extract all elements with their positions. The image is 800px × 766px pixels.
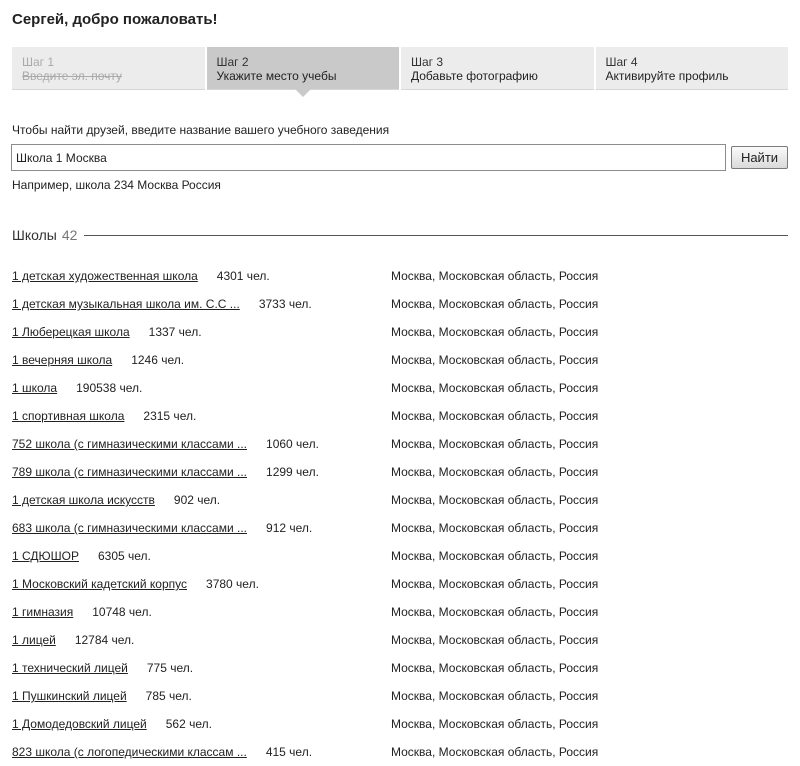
school-member-count: 415 чел. xyxy=(265,745,313,759)
step-4-label: Активируйте профиль xyxy=(605,69,729,83)
school-result-main xyxy=(12,514,312,542)
school-result-main xyxy=(12,654,193,682)
school-result-row xyxy=(12,654,788,682)
school-result-main xyxy=(12,570,259,598)
school-member-count: 1060 чел. xyxy=(266,437,319,451)
school-member-count: 2315 чел. xyxy=(143,409,197,423)
registration-steps xyxy=(12,47,788,90)
step-2[interactable] xyxy=(207,47,400,90)
school-member-count: 3780 чел. xyxy=(206,577,259,591)
school-result-main xyxy=(12,374,142,402)
school-result-main xyxy=(12,290,312,318)
school-result-main xyxy=(12,486,220,514)
school-result-main xyxy=(12,682,192,710)
school-name-link[interactable]: 1 Пушкинский лицей xyxy=(12,689,127,703)
school-member-count: 12784 чел. xyxy=(74,633,135,647)
school-result-main xyxy=(12,710,212,738)
school-location: Москва, Московская область, Россия xyxy=(391,381,599,395)
school-result-row xyxy=(12,346,788,374)
school-name-link[interactable]: 1 технический лицей xyxy=(12,661,128,675)
welcome-heading: Сергей, добро пожаловать! xyxy=(12,11,218,28)
school-result-main xyxy=(12,542,151,570)
school-member-count: 6305 чел. xyxy=(98,549,151,563)
school-name-link[interactable]: 789 школа (с гимназическими классами ... xyxy=(12,465,248,479)
step-3-number: Шаг 3 xyxy=(411,55,444,69)
school-search-input[interactable] xyxy=(11,144,726,171)
school-result-row xyxy=(12,542,788,570)
school-name-link[interactable]: 1 Московский кадетский корпус xyxy=(12,577,188,591)
school-result-row xyxy=(12,682,788,710)
school-result-row xyxy=(12,598,788,626)
school-name-link[interactable]: 823 школа (с логопедическими классам ... xyxy=(12,745,247,759)
school-location: Москва, Московская область, Россия xyxy=(391,549,599,563)
school-location: Москва, Московская область, Россия xyxy=(391,717,599,731)
school-location: Москва, Московская область, Россия xyxy=(391,465,599,479)
school-name-link[interactable]: 1 лицей xyxy=(12,633,56,647)
school-name-link[interactable]: 752 школа (с гимназическими классами ... xyxy=(12,437,248,451)
school-location: Москва, Московская область, Россия xyxy=(391,745,599,759)
school-location: Москва, Московская область, Россия xyxy=(391,633,599,647)
school-result-main xyxy=(12,458,319,486)
school-name-link[interactable]: 1 вечерняя школа xyxy=(12,353,113,367)
school-location: Москва, Московская область, Россия xyxy=(391,689,599,703)
school-location: Москва, Московская область, Россия xyxy=(391,325,599,339)
school-location: Москва, Московская область, Россия xyxy=(391,297,599,311)
school-location: Москва, Московская область, Россия xyxy=(391,269,599,283)
school-name-link[interactable]: 1 спортивная школа xyxy=(12,409,125,423)
school-location: Москва, Московская область, Россия xyxy=(391,521,599,535)
school-location: Москва, Московская область, Россия xyxy=(391,605,599,619)
school-result-main xyxy=(12,738,312,766)
school-result-main xyxy=(12,598,152,626)
school-result-row xyxy=(12,738,788,766)
step-2-label: Укажите место учебы xyxy=(216,69,337,83)
school-result-row xyxy=(12,318,788,346)
school-result-row xyxy=(12,514,788,542)
school-member-count: 3733 чел. xyxy=(258,297,312,311)
school-member-count: 912 чел. xyxy=(266,521,313,535)
school-result-main xyxy=(12,262,270,290)
school-location: Москва, Московская область, Россия xyxy=(391,353,599,367)
school-result-row xyxy=(12,486,788,514)
results-divider xyxy=(84,235,788,236)
school-member-count: 1337 чел. xyxy=(148,325,202,339)
step-3[interactable] xyxy=(401,47,594,90)
school-member-count: 785 чел. xyxy=(145,689,192,703)
step-1-number: Шаг 1 xyxy=(22,55,55,69)
school-result-main xyxy=(12,346,184,374)
school-name-link[interactable]: 1 Люберецкая школа xyxy=(12,325,130,339)
school-member-count: 4301 чел. xyxy=(216,269,270,283)
step-4[interactable] xyxy=(596,47,789,90)
school-name-link[interactable]: 683 школа (с гимназическими классами ... xyxy=(12,521,248,535)
school-name-link[interactable]: 1 детская художественная школа xyxy=(12,269,198,283)
search-prompt: Чтобы найти друзей, введите название вашего учебного заведения xyxy=(12,123,390,137)
school-location: Москва, Московская область, Россия xyxy=(391,493,599,507)
school-result-row xyxy=(12,458,788,486)
school-member-count: 10748 чел. xyxy=(92,605,152,619)
step-4-number: Шаг 4 xyxy=(605,55,638,69)
school-result-row xyxy=(12,430,788,458)
school-member-count: 1299 чел. xyxy=(266,465,319,479)
school-member-count: 1246 чел. xyxy=(131,353,185,367)
school-result-main xyxy=(12,318,202,346)
results-title: Школы xyxy=(12,227,57,243)
school-result-row xyxy=(12,570,788,598)
school-result-row xyxy=(12,290,788,318)
school-name-link[interactable]: 1 СДЮШОР xyxy=(12,549,79,563)
step-1[interactable] xyxy=(12,47,205,90)
school-name-link[interactable]: 1 детская музыкальная школа им. С.С ... xyxy=(12,297,240,311)
school-location: Москва, Московская область, Россия xyxy=(391,437,599,451)
school-location: Москва, Московская область, Россия xyxy=(391,409,599,423)
school-result-row xyxy=(12,262,788,290)
school-member-count: 902 чел. xyxy=(173,493,221,507)
school-result-row xyxy=(12,402,788,430)
step-2-number: Шаг 2 xyxy=(216,55,249,69)
search-example-hint: Например, школа 234 Москва Россия xyxy=(12,178,221,192)
school-results-list xyxy=(12,262,788,766)
school-name-link[interactable]: 1 Домодедовский лицей xyxy=(12,717,147,731)
school-name-link[interactable]: 1 школа xyxy=(12,381,58,395)
school-result-row xyxy=(12,626,788,654)
results-header xyxy=(12,226,788,244)
school-result-main xyxy=(12,402,196,430)
find-button[interactable]: Найти xyxy=(731,146,788,169)
school-member-count: 775 чел. xyxy=(146,661,194,675)
school-member-count: 190538 чел. xyxy=(76,381,143,395)
school-member-count: 562 чел. xyxy=(165,717,212,731)
school-result-row xyxy=(12,374,788,402)
step-1-label: Введите эл. почту xyxy=(22,69,123,83)
school-result-main xyxy=(12,626,134,654)
school-location: Москва, Московская область, Россия xyxy=(391,577,599,591)
school-name-link[interactable]: 1 гимназия xyxy=(12,605,74,619)
school-result-main xyxy=(12,430,319,458)
step-3-label: Добавьте фотографию xyxy=(411,69,538,83)
school-location: Москва, Московская область, Россия xyxy=(391,661,599,675)
school-result-row xyxy=(12,710,788,738)
school-name-link[interactable]: 1 детская школа искусств xyxy=(12,493,155,507)
results-count: 42 xyxy=(61,227,78,243)
